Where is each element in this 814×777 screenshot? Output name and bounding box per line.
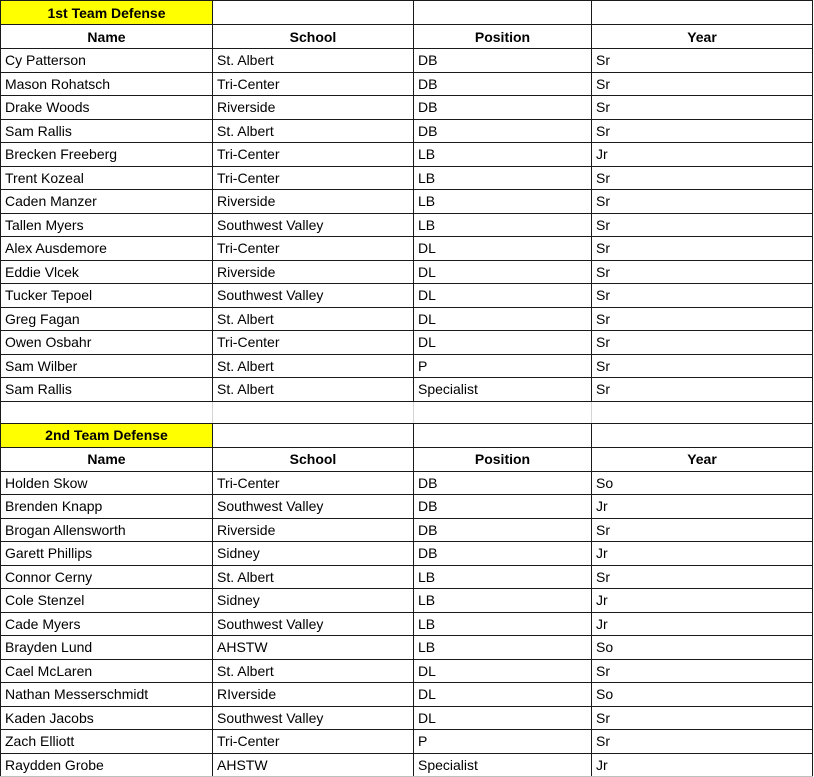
school-cell[interactable]: AHSTW: [213, 636, 414, 660]
school-cell[interactable]: Sidney: [213, 589, 414, 613]
table-row: [1, 659, 813, 683]
player-name-cell[interactable]: Brecken Freeberg: [1, 143, 213, 167]
empty-cell[interactable]: [1, 401, 213, 423]
table-row: [1, 96, 813, 120]
school-cell[interactable]: AHSTW: [213, 753, 414, 777]
year-cell[interactable]: Sr: [592, 190, 813, 214]
position-cell[interactable]: P: [414, 730, 592, 754]
school-cell[interactable]: Riverside: [213, 260, 414, 284]
position-cell[interactable]: P: [414, 354, 592, 378]
player-name-cell[interactable]: Alex Ausdemore: [1, 237, 213, 261]
table-row: [1, 237, 813, 261]
empty-cell[interactable]: [213, 423, 414, 447]
table-row: [1, 612, 813, 636]
player-name-cell[interactable]: Connor Cerny: [1, 565, 213, 589]
position-cell[interactable]: LB: [414, 166, 592, 190]
table-row: [1, 753, 813, 777]
year-cell[interactable]: Jr: [592, 753, 813, 777]
table-row: [1, 307, 813, 331]
first-team-title[interactable]: 1st Team Defense: [1, 1, 213, 25]
table-row: [1, 331, 813, 355]
table-row: [1, 190, 813, 214]
school-cell[interactable]: St. Albert: [213, 119, 414, 143]
player-name-cell[interactable]: Sam Rallis: [1, 119, 213, 143]
year-cell[interactable]: Jr: [592, 143, 813, 167]
position-cell[interactable]: DL: [414, 307, 592, 331]
table-row: [1, 518, 813, 542]
player-name-cell[interactable]: Trent Kozeal: [1, 166, 213, 190]
player-name-cell[interactable]: Garett Phillips: [1, 542, 213, 566]
table-row: [1, 213, 813, 237]
school-cell[interactable]: Tri-Center: [213, 143, 414, 167]
position-cell[interactable]: Specialist: [414, 753, 592, 777]
player-name-cell[interactable]: Sam Wilber: [1, 354, 213, 378]
player-name-cell[interactable]: Drake Woods: [1, 96, 213, 120]
table-row: [1, 471, 813, 495]
position-cell[interactable]: LB: [414, 636, 592, 660]
year-cell[interactable]: Sr: [592, 284, 813, 308]
player-name-cell[interactable]: Holden Skow: [1, 471, 213, 495]
table-row: [1, 72, 813, 96]
column-header-position[interactable]: Position: [414, 447, 592, 471]
position-cell[interactable]: DB: [414, 542, 592, 566]
player-name-cell[interactable]: Eddie Vlcek: [1, 260, 213, 284]
player-name-cell[interactable]: Brayden Lund: [1, 636, 213, 660]
table-row: [1, 260, 813, 284]
position-cell[interactable]: DL: [414, 284, 592, 308]
position-cell[interactable]: DL: [414, 260, 592, 284]
year-cell[interactable]: Sr: [592, 213, 813, 237]
column-header-school[interactable]: School: [213, 447, 414, 471]
school-cell[interactable]: Southwest Valley: [213, 213, 414, 237]
school-cell[interactable]: Southwest Valley: [213, 495, 414, 519]
year-cell[interactable]: Sr: [592, 378, 813, 402]
table-row: [1, 636, 813, 660]
first-team-title-row: [1, 1, 813, 25]
year-cell[interactable]: So: [592, 636, 813, 660]
player-name-cell[interactable]: Tallen Myers: [1, 213, 213, 237]
player-name-cell[interactable]: Caden Manzer: [1, 190, 213, 214]
player-name-cell[interactable]: Greg Fagan: [1, 307, 213, 331]
table-row: [1, 284, 813, 308]
table-row: [1, 565, 813, 589]
empty-cell[interactable]: [414, 1, 592, 25]
player-name-cell[interactable]: Owen Osbahr: [1, 331, 213, 355]
second-team-title[interactable]: 2nd Team Defense: [1, 423, 213, 447]
table-row: [1, 378, 813, 402]
year-cell[interactable]: Sr: [592, 659, 813, 683]
school-cell[interactable]: St. Albert: [213, 565, 414, 589]
year-cell[interactable]: So: [592, 683, 813, 707]
position-cell[interactable]: DB: [414, 119, 592, 143]
player-name-cell[interactable]: Cade Myers: [1, 612, 213, 636]
year-cell[interactable]: Sr: [592, 565, 813, 589]
table-row: [1, 354, 813, 378]
player-name-cell[interactable]: Cy Patterson: [1, 49, 213, 73]
school-cell[interactable]: Tri-Center: [213, 730, 414, 754]
column-header-position[interactable]: Position: [414, 25, 592, 49]
position-cell[interactable]: DB: [414, 72, 592, 96]
table-row: [1, 730, 813, 754]
position-cell[interactable]: DB: [414, 49, 592, 73]
position-cell[interactable]: LB: [414, 190, 592, 214]
year-cell[interactable]: Jr: [592, 495, 813, 519]
table-row: [1, 49, 813, 73]
position-cell[interactable]: Specialist: [414, 378, 592, 402]
school-cell[interactable]: Riverside: [213, 96, 414, 120]
year-cell[interactable]: Sr: [592, 49, 813, 73]
school-cell[interactable]: Tri-Center: [213, 237, 414, 261]
position-cell[interactable]: DL: [414, 237, 592, 261]
player-name-cell[interactable]: Mason Rohatsch: [1, 72, 213, 96]
second-team-title-row: [1, 423, 813, 447]
year-cell[interactable]: Sr: [592, 354, 813, 378]
school-cell[interactable]: St. Albert: [213, 307, 414, 331]
empty-cell[interactable]: [592, 423, 813, 447]
position-cell[interactable]: DL: [414, 706, 592, 730]
year-cell[interactable]: Sr: [592, 237, 813, 261]
position-cell[interactable]: DB: [414, 495, 592, 519]
position-cell[interactable]: DL: [414, 659, 592, 683]
player-name-cell[interactable]: Tucker Tepoel: [1, 284, 213, 308]
year-cell[interactable]: Sr: [592, 307, 813, 331]
year-cell[interactable]: Sr: [592, 72, 813, 96]
player-name-cell[interactable]: Sam Rallis: [1, 378, 213, 402]
school-cell[interactable]: Sidney: [213, 542, 414, 566]
year-cell[interactable]: Sr: [592, 166, 813, 190]
position-cell[interactable]: LB: [414, 213, 592, 237]
school-cell[interactable]: Riverside: [213, 518, 414, 542]
school-cell[interactable]: St. Albert: [213, 378, 414, 402]
year-cell[interactable]: Sr: [592, 706, 813, 730]
player-name-cell[interactable]: Kaden Jacobs: [1, 706, 213, 730]
table-row: [1, 119, 813, 143]
school-cell[interactable]: Southwest Valley: [213, 612, 414, 636]
empty-cell[interactable]: [592, 1, 813, 25]
table-body: [1, 1, 813, 777]
school-cell[interactable]: RIverside: [213, 683, 414, 707]
position-cell[interactable]: LB: [414, 589, 592, 613]
year-cell[interactable]: Jr: [592, 542, 813, 566]
table-row: [1, 706, 813, 730]
school-cell[interactable]: Riverside: [213, 190, 414, 214]
table-row: [1, 683, 813, 707]
year-cell[interactable]: Sr: [592, 730, 813, 754]
school-cell[interactable]: Tri-Center: [213, 166, 414, 190]
empty-cell[interactable]: [414, 401, 592, 423]
table-row: [1, 495, 813, 519]
empty-cell[interactable]: [213, 1, 414, 25]
position-cell[interactable]: DB: [414, 518, 592, 542]
school-cell[interactable]: St. Albert: [213, 354, 414, 378]
position-cell[interactable]: DL: [414, 331, 592, 355]
school-cell[interactable]: St. Albert: [213, 49, 414, 73]
table-row: [1, 542, 813, 566]
school-cell[interactable]: Tri-Center: [213, 471, 414, 495]
year-cell[interactable]: Sr: [592, 331, 813, 355]
player-name-cell[interactable]: Cole Stenzel: [1, 589, 213, 613]
empty-cell[interactable]: [592, 401, 813, 423]
year-cell[interactable]: Sr: [592, 518, 813, 542]
position-cell[interactable]: DB: [414, 96, 592, 120]
player-name-cell[interactable]: Cael McLaren: [1, 659, 213, 683]
empty-cell[interactable]: [414, 423, 592, 447]
player-name-cell[interactable]: Brogan Allensworth: [1, 518, 213, 542]
table-row: [1, 143, 813, 167]
player-name-cell[interactable]: Raydden Grobe: [1, 753, 213, 777]
school-cell[interactable]: St. Albert: [213, 659, 414, 683]
table-row: [1, 166, 813, 190]
year-cell[interactable]: Sr: [592, 119, 813, 143]
column-header-year[interactable]: Year: [592, 447, 813, 471]
column-header-name[interactable]: Name: [1, 25, 213, 49]
column-header-year[interactable]: Year: [592, 25, 813, 49]
player-name-cell[interactable]: Brenden Knapp: [1, 495, 213, 519]
first-team-header-row: [1, 25, 813, 49]
year-cell[interactable]: So: [592, 471, 813, 495]
year-cell[interactable]: Jr: [592, 612, 813, 636]
position-cell[interactable]: LB: [414, 565, 592, 589]
player-name-cell[interactable]: Nathan Messerschmidt: [1, 683, 213, 707]
second-team-header-row: [1, 447, 813, 471]
year-cell[interactable]: Sr: [592, 260, 813, 284]
school-cell[interactable]: Southwest Valley: [213, 706, 414, 730]
column-header-name[interactable]: Name: [1, 447, 213, 471]
year-cell[interactable]: Sr: [592, 96, 813, 120]
spacer-row: [1, 401, 813, 423]
school-cell[interactable]: Tri-Center: [213, 72, 414, 96]
table-row: [1, 589, 813, 613]
empty-cell[interactable]: [213, 401, 414, 423]
position-cell[interactable]: DL: [414, 683, 592, 707]
school-cell[interactable]: Tri-Center: [213, 331, 414, 355]
position-cell[interactable]: LB: [414, 612, 592, 636]
year-cell[interactable]: Jr: [592, 589, 813, 613]
column-header-school[interactable]: School: [213, 25, 414, 49]
position-cell[interactable]: DB: [414, 471, 592, 495]
school-cell[interactable]: Southwest Valley: [213, 284, 414, 308]
position-cell[interactable]: LB: [414, 143, 592, 167]
player-name-cell[interactable]: Zach Elliott: [1, 730, 213, 754]
